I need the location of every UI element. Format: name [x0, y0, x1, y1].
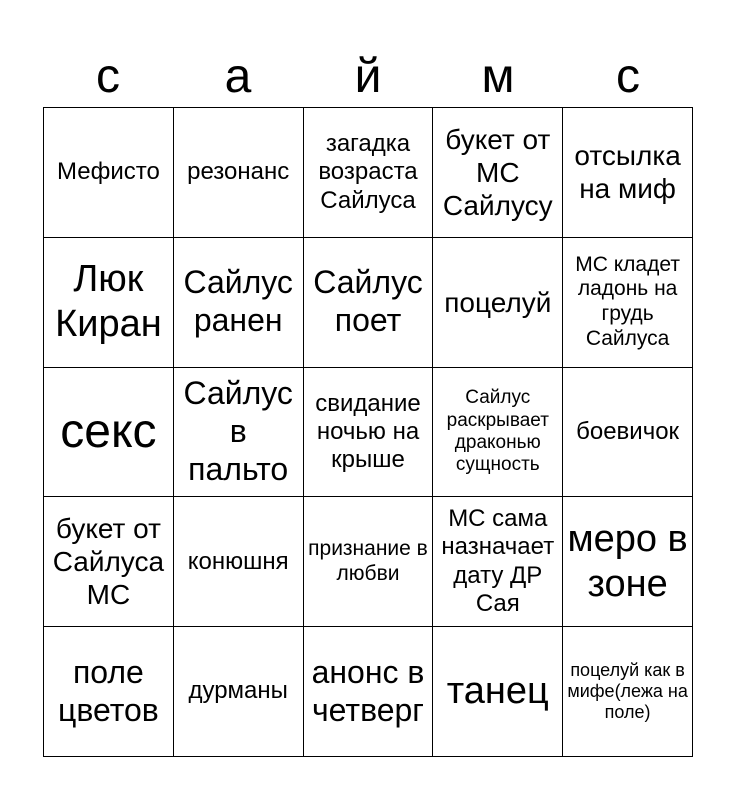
cell-label: букет от МС Сайлусу	[442, 123, 553, 221]
cell-label: конюшня	[187, 547, 289, 575]
cell-label: Сайлус ранен	[183, 264, 293, 339]
cell-label: секс	[60, 404, 157, 458]
cell-label: резонанс	[187, 158, 290, 186]
cell-label: МС кладет ладонь на грудь Сайлуса	[575, 252, 680, 350]
cell-label: признание в любви	[308, 537, 428, 585]
bingo-cell[interactable]	[563, 627, 693, 757]
cell-label: Сайлус раскрывает драконью сущность	[446, 387, 549, 476]
cell-label: поцелуй	[444, 286, 552, 318]
cell-label: Люк Киран	[55, 258, 162, 346]
bingo-cell[interactable]	[563, 497, 693, 627]
bingo-cell[interactable]	[304, 497, 434, 627]
bingo-cell[interactable]	[44, 238, 174, 368]
cell-label: отсылка на миф	[574, 140, 681, 205]
bingo-cell[interactable]	[433, 108, 563, 238]
bingo-cell[interactable]	[44, 627, 174, 757]
bingo-cell[interactable]	[563, 108, 693, 238]
bingo-cell[interactable]	[174, 627, 304, 757]
bingo-cell[interactable]	[174, 497, 304, 627]
bingo-cell[interactable]	[433, 368, 563, 498]
bingo-cell[interactable]	[174, 238, 304, 368]
header-letter-1: с	[96, 50, 120, 103]
cell-label: Мефисто	[56, 158, 160, 186]
cell-label: поцелуй как в мифе(лежа на поле)	[567, 659, 688, 723]
bingo-cell[interactable]	[304, 108, 434, 238]
bingo-cell[interactable]	[433, 238, 563, 368]
bingo-cell[interactable]	[304, 627, 434, 757]
bingo-cell[interactable]	[44, 108, 174, 238]
cell-label: боевичок	[576, 417, 680, 445]
cell-label: букет от Сайлуса МС	[52, 513, 165, 611]
cell-label: меро в зоне	[567, 517, 688, 605]
bingo-cell[interactable]	[44, 497, 174, 627]
header-letter-3: й	[354, 50, 382, 103]
bingo-header	[43, 48, 693, 106]
cell-label: Сайлус поет	[313, 264, 423, 339]
bingo-cell[interactable]	[304, 368, 434, 498]
cell-label: МС сама назначает дату ДР Сая	[441, 505, 555, 618]
bingo-cell[interactable]	[174, 108, 304, 238]
cell-label: дурманы	[188, 677, 288, 705]
bingo-cell[interactable]	[44, 368, 174, 498]
cell-label: анонс в четверг	[311, 653, 425, 728]
bingo-cell[interactable]	[563, 238, 693, 368]
cell-label: танец	[446, 670, 549, 713]
bingo-cell[interactable]	[433, 627, 563, 757]
header-letter-5: с	[616, 50, 640, 103]
bingo-board	[43, 107, 693, 757]
cell-label: поле цветов	[58, 653, 159, 728]
bingo-cell[interactable]	[433, 497, 563, 627]
bingo-cell[interactable]	[174, 368, 304, 498]
cell-label: свидание ночью на крыше	[315, 389, 421, 474]
cell-label: Сайлус в пальто	[183, 375, 293, 487]
bingo-cell[interactable]	[304, 238, 434, 368]
header-letter-2: а	[224, 50, 252, 103]
bingo-cell[interactable]	[563, 368, 693, 498]
cell-label: загадка возраста Сайлуса	[318, 129, 418, 214]
header-letter-4: м	[481, 50, 515, 103]
